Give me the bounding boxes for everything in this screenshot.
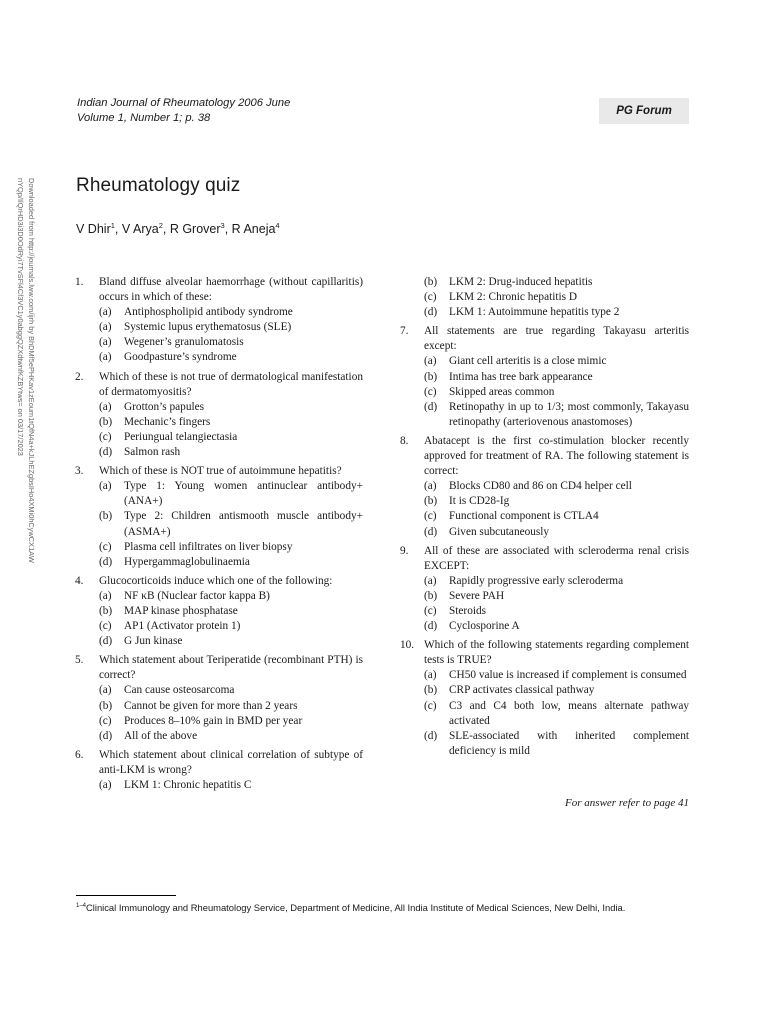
footnote-marker: 1–4 [76,902,87,909]
quiz-question [400,638,689,759]
watermark-line-2: nYQp/IlQrHD3i3D0OdRyi7TvSFl4Cf3VC1y0abggQZXdtwnfKZBYtws= on 03/17/2023 [16,178,25,456]
option-letter: (d) [424,525,438,538]
option-text: CRP activates classical pathway [449,684,595,697]
option-text: It is CD28-Ig [449,495,510,508]
author-separator: , [114,222,122,237]
option-letter: (c) [424,604,437,617]
option-text: Intima has tree bark appearance [449,370,593,383]
answer-option [400,370,689,385]
option-text: Steroids [449,604,487,617]
author-list [76,221,280,236]
footnote-text: Clinical Immunology and Rheumatology Service, Department of Medicine, All India Institute of Medical Sciences, New Delhi, India. [86,902,626,913]
option-text: Type 1: Young women antinuclear antibody+ (ANA+) [124,480,363,508]
option-letter: (a) [99,684,112,697]
author-name: V Dhir [76,222,111,237]
answer-option [400,305,689,320]
answer-option [400,525,689,540]
answer-option [400,494,689,509]
answer-option [400,668,689,683]
question-header [75,748,363,778]
quiz-question [75,464,363,570]
answer-option [75,509,363,539]
question-header [75,464,363,479]
answer-option [75,320,363,335]
question-text: Which statement about clinical correlation of subtype of anti-LKM is wrong? [99,748,363,776]
quiz-question [75,275,363,366]
option-text: CH50 value is increased if complement is consumed [449,669,687,682]
author-affiliation-marker: 4 [275,221,280,230]
question-text: Abatacept is the first co-stimulation blocker recently approved for treatment of RA. The following statement is correct: [424,434,689,478]
question-number: 6. [75,748,84,761]
option-letter: (a) [99,480,112,493]
option-letter: (b) [424,684,438,697]
footnote-divider [76,895,176,896]
option-text: Skipped areas common [449,385,555,398]
question-header [75,574,363,589]
answer-option [75,589,363,604]
question-number: 3. [75,465,84,478]
question-header [75,653,363,683]
option-letter: (b) [424,276,438,288]
option-letter: (d) [99,446,113,459]
answer-option [400,699,689,729]
option-letter: (b) [99,415,113,428]
option-text: LKM 1: Autoimmune hepatitis type 2 [449,306,620,319]
option-letter: (b) [99,604,113,617]
option-letter: (a) [99,336,112,349]
option-text: G Jun kinase [124,635,183,648]
question-text: Which of the following statements regarding complement tests is TRUE? [424,639,689,667]
question-header [75,370,363,400]
answer-option [75,430,363,445]
option-letter: (b) [424,495,438,508]
option-letter: (c) [424,510,437,523]
question-number: 10. [400,639,415,652]
answer-option [400,619,689,634]
option-letter: (a) [99,400,112,413]
quiz-column-right [400,275,689,763]
journal-header [77,96,290,126]
author-affiliation-marker: 2 [158,221,163,230]
answer-option [75,415,363,430]
answer-option [75,540,363,555]
question-number: 1. [75,276,84,288]
quiz-question [75,653,363,744]
answer-option [400,400,689,430]
quiz-question [400,434,689,540]
option-letter: (c) [424,291,437,304]
author-affiliation-marker: 1 [110,221,115,230]
answer-option [75,335,363,350]
option-text: Functional component is CTLA4 [449,510,599,523]
question-header [400,544,689,574]
question-text: Which of these is not true of dermatological manifestation of dermatomyositis? [99,370,363,398]
quiz-question [75,748,363,793]
option-letter: (b) [424,370,438,383]
author-separator: , [162,222,170,237]
affiliation-footnote [76,902,625,913]
option-text: Plasma cell infiltrates on liver biopsy [124,540,293,553]
download-watermark [16,178,37,648]
answer-option [75,350,363,365]
option-letter: (c) [424,385,437,398]
option-text: Blocks CD80 and 86 on CD4 helper cell [449,480,632,493]
question-text: Which of these is NOT true of autoimmune hepatitis? [99,465,342,478]
answer-option [75,683,363,698]
option-letter: (c) [424,699,437,712]
answer-option [400,479,689,494]
option-letter: (d) [424,729,438,742]
option-letter: (c) [99,430,112,443]
answer-reference: For answer refer to page 41 [565,797,689,809]
journal-volume: Volume 1, Number 1; p. 38 [77,112,211,124]
option-text: Can cause osteosarcoma [124,684,235,697]
question-text: All of these are associated with scleroderma renal crisis EXCEPT: [424,544,689,572]
answer-option [75,445,363,460]
question-text: All statements are true regarding Takayasu arteritis except: [424,325,689,353]
option-text: MAP kinase phosphatase [124,604,238,617]
article-title: Rheumatology quiz [76,175,241,196]
answer-option [75,634,363,649]
option-letter: (a) [99,779,112,791]
option-letter: (a) [424,669,437,682]
option-letter: (b) [424,589,438,602]
quiz-question [400,275,689,320]
answer-option [400,604,689,619]
quiz-question [400,544,689,635]
question-number: 8. [400,434,409,447]
option-text: Type 2: Children antismooth muscle antibody+ (ASMA+) [124,510,363,538]
option-text: All of the above [124,729,198,742]
option-text: SLE-associated with inherited complement deficiency is mild [449,729,689,757]
option-text: Systemic lupus erythematosus (SLE) [124,321,292,334]
answer-option [400,290,689,305]
option-letter: (b) [99,699,113,712]
option-letter: (c) [99,714,112,727]
option-text: Grotton’s papules [124,400,205,413]
answer-option [400,275,689,290]
option-letter: (c) [99,620,112,633]
answer-option [75,699,363,714]
answer-option [75,479,363,509]
question-number: 4. [75,574,84,587]
question-header [400,638,689,668]
question-number: 5. [75,654,84,667]
answer-option [400,729,689,759]
option-letter: (d) [424,400,438,413]
option-letter: (c) [99,540,112,553]
option-text: Hypergammaglobulinaemia [124,555,250,568]
watermark-line-1: Downloaded from http://journals.lww.com/ijrh by BhDMf5ePHKav1zEoum1tQfN4a+kJLhEZgbsIHo4XMi0hCywCX1AW [27,178,36,563]
option-text: Wegener’s granulomatosis [124,336,244,349]
quiz-question [75,574,363,649]
option-text: LKM 2: Chronic hepatitis D [449,291,578,304]
question-text: Bland diffuse alveolar haemorrhage (without capillaritis) occurs in which of these: [99,276,363,304]
answer-option [400,385,689,400]
answer-option [75,619,363,634]
quiz-column-left [75,275,363,797]
answer-option [400,574,689,589]
author-affiliation-marker: 3 [220,221,225,230]
answer-option [75,778,363,793]
journal-name: Indian Journal of Rheumatology 2006 June [77,97,291,109]
option-letter: (a) [99,306,112,319]
question-header [400,324,689,354]
option-letter: (d) [99,729,113,742]
answer-option [75,400,363,415]
option-text: Produces 8–10% gain in BMD per year [124,714,303,727]
option-text: Cyclosporine A [449,620,520,633]
answer-option [75,729,363,744]
option-letter: (a) [424,480,437,493]
option-letter: (b) [99,510,113,523]
option-letter: (a) [424,355,437,368]
option-text: NF κB (Nuclear factor kappa B) [124,589,270,602]
section-badge: PG Forum [599,98,689,124]
option-letter: (d) [424,620,438,633]
option-text: Goodpasture’s syndrome [124,351,237,364]
question-header [400,434,689,479]
option-text: Giant cell arteritis is a close mimic [449,355,607,368]
option-text: Salmon rash [124,446,181,459]
question-text: Which statement about Teriperatide (recombinant PTH) is correct? [99,654,363,682]
question-number: 9. [400,544,409,557]
answer-option [400,683,689,698]
answer-option [400,509,689,524]
answer-option [400,589,689,604]
option-text: C3 and C4 both low, means alternate pathway activated [449,699,689,727]
option-text: LKM 2: Drug-induced hepatitis [449,276,593,288]
option-text: Severe PAH [449,589,505,602]
quiz-question [75,370,363,461]
author-name: R Aneja [231,222,276,237]
option-text: Retinopathy in up to 1/3; most commonly, Takayasu retinopathy (arteriovenous anastomoses) [449,400,689,428]
quiz-question [400,324,689,430]
question-header [75,275,363,305]
option-text: Rapidly progressive early scleroderma [449,574,624,587]
answer-option [75,555,363,570]
question-text: Glucocorticoids induce which one of the following: [99,574,333,587]
answer-option [400,354,689,369]
option-text: Cannot be given for more than 2 years [124,699,298,712]
option-letter: (d) [99,555,113,568]
option-text: Mechanic’s fingers [124,415,211,428]
option-letter: (a) [99,351,112,364]
option-text: LKM 1: Chronic hepatitis C [124,779,252,791]
question-number: 7. [400,325,409,338]
option-text: Periungual telangiectasia [124,430,238,443]
option-text: Given subcutaneously [449,525,550,538]
option-letter: (a) [424,574,437,587]
question-number: 2. [75,370,84,383]
answer-option [75,604,363,619]
option-letter: (d) [424,306,438,319]
option-letter: (a) [99,321,112,334]
answer-option [75,714,363,729]
option-text: AP1 (Activator protein 1) [124,620,241,633]
author-separator: , [224,222,232,237]
author-name: V Arya [121,222,159,237]
author-name: R Grover [169,222,221,237]
option-letter: (d) [99,635,113,648]
option-text: Antiphospholipid antibody syndrome [124,306,293,319]
answer-option [75,305,363,320]
option-letter: (a) [99,589,112,602]
